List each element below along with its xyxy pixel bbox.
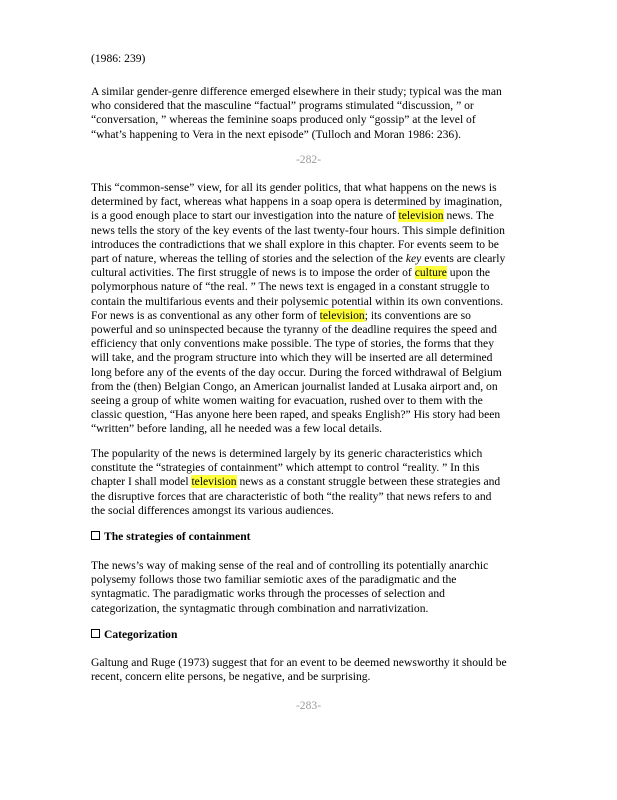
paragraph-popularity: [91, 447, 531, 518]
text-line: Galtung and Ruge (1973) suggest that for an event to be deemed newsworthy it should be: [91, 656, 507, 669]
checkbox-bullet-icon: [91, 531, 100, 540]
text-line: part of nature, whereas the telling of stories and the selection of the key events are clearly: [91, 252, 506, 266]
search-highlight: television: [398, 209, 444, 223]
text-line: “what’s happening to Vera in the next episode” (Tulloch and Moran 1986: 236).: [91, 127, 461, 141]
text-line: long before any of the events of the day occur. During the forced withdrawal of Belgium: [91, 365, 502, 379]
paragraph-gender-genre: [91, 85, 531, 142]
text-line: chapter I shall model television news as a constant struggle between these strategies and: [91, 475, 501, 489]
emphasis-key: key: [405, 252, 422, 266]
text-line: syntagmatic. The paradigmatic works through the processes of selection and: [91, 587, 445, 601]
page-number: -282-: [295, 153, 322, 166]
text-line: “written” before landing, all he needed was a few local details.: [91, 422, 383, 436]
text-line: The popularity of the news is determined largely by its generic characteristics which: [91, 447, 483, 460]
paragraph-common-sense: [91, 181, 531, 437]
section-heading: The strategies of containment: [91, 530, 531, 544]
text-line: is a good enough place to start our investigation into the nature of television news. The: [91, 209, 494, 223]
text-line: This “common-sense” view, for all its gender politics, that what happens on the news is: [91, 181, 497, 194]
search-highlight: television: [191, 475, 237, 489]
text-line: classic question, “Has anyone here been raped, and speaks English?” His story had been: [91, 408, 501, 422]
text-line: news tells the story of the key events of the last twenty-four hours. This simple definition: [91, 223, 505, 237]
page-number: -283-: [295, 699, 322, 712]
text-line: For news is as conventional as any other form of television; its conventions are so: [91, 308, 471, 322]
text-line: efficiency that only conventions make possible. The type of stories, the forms that they: [91, 337, 495, 351]
paragraph-galtung-ruge: [91, 656, 531, 684]
text-line: recent, concern elite persons, be negative, and be surprising.: [91, 670, 371, 684]
text-line: The news’s way of making sense of the real and of controlling its potentially anarchic: [91, 559, 489, 572]
text-line: cultural activities. The first struggle of news is to impose the order of culture upon the: [91, 266, 491, 280]
text-line: polysemy follows those two familiar semiotic axes of the paradigmatic and the: [91, 573, 457, 587]
paragraph-news-sense: [91, 559, 531, 616]
text-line: from the (then) Belgian Congo, an American journalist landed at Lusaka airport and, on: [91, 379, 498, 393]
text-line: introduces the contradictions that we shall explore in this chapter. For events seem to be: [91, 237, 499, 251]
search-highlight: television: [319, 308, 365, 322]
search-highlight: culture: [414, 266, 447, 280]
text-line: the social differences amongst its various audiences.: [91, 503, 334, 517]
text-line: powerful and so uninspected because the tyranny of the deadline requires the speed and: [91, 323, 497, 337]
text-line: seeing a group of white women waiting for evacuation, rushed over to them with the: [91, 394, 483, 408]
text-line: polymorphous nature of “the real. ” The news text is engaged in a constant struggle to: [91, 280, 490, 294]
text-line: contain the multifarious events and their polysemic potential within its own conventions.: [91, 294, 504, 308]
text-line: determined by fact, whereas what happens in a soap opera is determined by imagination,: [91, 195, 503, 209]
text-line: “conversation, ” whereas the feminine soaps produced only “gossip” at the level of: [91, 113, 476, 127]
text-line: categorization, the syntagmatic through combination and narrativization.: [91, 601, 429, 615]
text-line: will take, and the program structure into which they will be inserted are all determined: [91, 351, 493, 365]
text-line: the disruptive forces that are characteristic of both “the reality” that news refers to and: [91, 489, 492, 503]
text-line: constitute the “strategies of containment” which attempt to control “reality. ” In this: [91, 461, 480, 475]
citation-line: (1986: 239): [91, 52, 146, 65]
text-line: who considered that the masculine “factual” programs stimulated “discussion, ” or: [91, 99, 474, 113]
checkbox-bullet-icon: [91, 629, 100, 638]
text-line: A similar gender-genre difference emerged elsewhere in their study; typical was the man: [91, 85, 502, 98]
section-heading: Categorization: [91, 628, 531, 642]
